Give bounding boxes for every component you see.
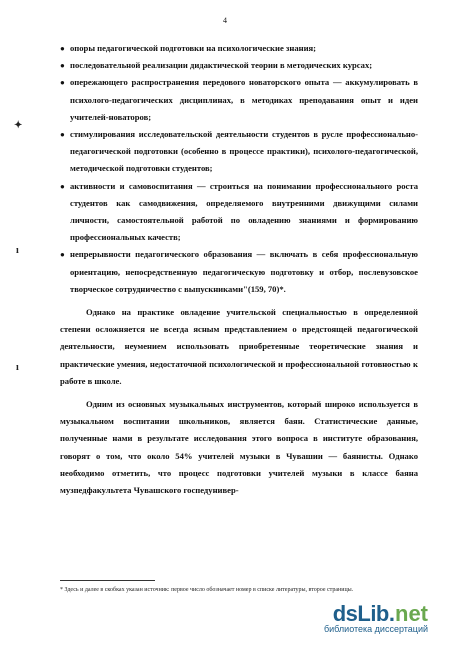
list-item: [60, 246, 418, 298]
list-item: [60, 178, 418, 247]
list-item: [60, 74, 418, 126]
list-item-text: активности и самовоспитания — строиться на понимании профессионального роста студентов как самодвижения, определяемого внутренними движущими силами личности, самостоятельной работой по овладению знаниями и формированию профессиональных качеств;: [70, 180, 418, 243]
document-body: [60, 40, 418, 499]
list-item-text: непрерывности педагогического образования — включать в себя профессиональную ориентацию, непосредственную педагогическую подготовку и отбор, послевузовское творческое сотрудничество с выпускниками"(159, 70)*.: [70, 249, 418, 294]
bullet-icon: ●: [60, 44, 65, 53]
bullet-icon: ●: [60, 250, 65, 260]
watermark-logo[interactable]: [278, 601, 428, 634]
margin-mark: ı: [16, 362, 19, 373]
list-item-text: последовательной реализации дидактической теории в методических курсах;: [70, 60, 373, 71]
margin-mark: ✦: [14, 120, 23, 131]
principles-list: [60, 40, 418, 298]
paragraph: Одним из основных музыкальных инструментов, который широко используется в музыкальном воспитании школьников, является баян. Статистические данные, полученные нами в результате исследования этого вопроса в институте образования, говорят о том, что около 54% учителей музыки в Чувашии — баянисты. Однако необходимо отметить, что процесс подготовки учителей музыки в классе баяна музпедфакультета Чувашского госпедунивер-: [60, 399, 418, 496]
list-item-text: опоры педагогической подготовки на психологические знания;: [70, 43, 317, 53]
watermark-name: dsLib: [332, 601, 389, 626]
list-item: [60, 57, 418, 74]
page-number: 4: [223, 16, 227, 25]
bullet-icon: ●: [60, 78, 65, 88]
bullet-icon: ●: [60, 181, 65, 191]
list-item-text: стимулирования исследовательской деятельности студентов в русле профессионально-педагогической подготовки (особенно в процессе практики), психолого-педагогической, методической подготовки студентов;: [70, 129, 418, 174]
bullet-icon: ●: [60, 130, 65, 140]
watermark-tld: net: [395, 601, 428, 626]
list-item: [60, 40, 418, 57]
bullet-icon: ●: [60, 61, 65, 71]
watermark-dot: .: [388, 601, 395, 626]
list-item: [60, 126, 418, 178]
footnote: * Здесь и далее в скобках указан источник: первое число обозначает номер в списке литературы, второе страницы.: [60, 587, 354, 593]
list-item-text: опережающего распространения передового новаторского опыта — аккумулировать в психолого-педагогических дисциплинах, в методиках преподавания опыт и идеи учителей-новаторов;: [70, 77, 418, 122]
footnote-divider: [60, 580, 155, 581]
paragraph: Однако на практике овладение учительской специальностью в определенной степени осложняется не всегда ясным представлением о предстоящей педагогической деятельности, неумением использовать приобретенные теоретические знания и практические умения, недостаточной психологической и профессиональной готовностью к работе в школе.: [60, 307, 418, 386]
watermark-tagline: библиотека диссертаций: [323, 624, 428, 634]
margin-mark: ı: [16, 245, 19, 256]
